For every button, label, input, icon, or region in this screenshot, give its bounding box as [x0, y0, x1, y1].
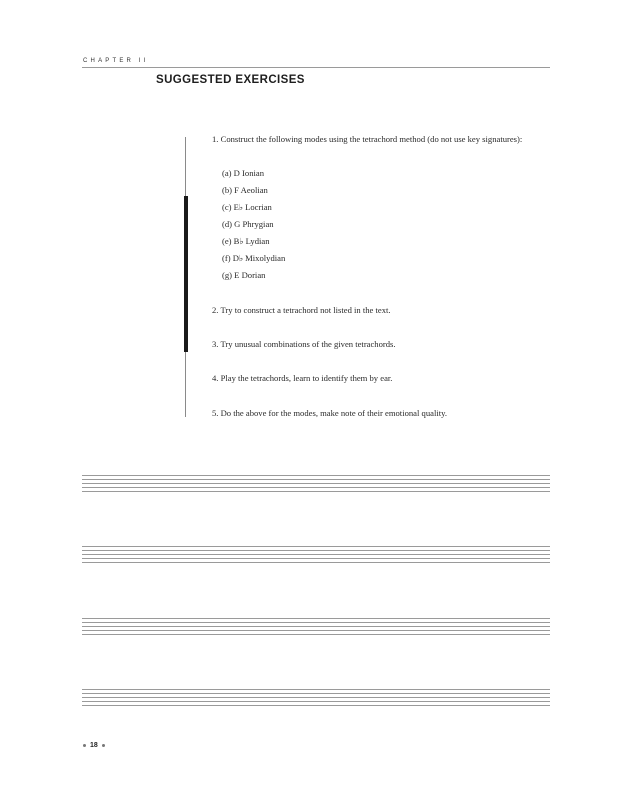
- staff-line: [82, 487, 550, 488]
- staff-line: [82, 618, 550, 619]
- mode-item-a: (a) D Ionian: [222, 168, 264, 178]
- music-staff-2: [82, 546, 550, 564]
- staff-line: [82, 558, 550, 559]
- exercise-item-2: 2. Try to construct a tetrachord not listed in the text.: [212, 305, 391, 315]
- chapter-label: CHAPTER II: [83, 58, 149, 64]
- bullet-dot-icon: [102, 744, 105, 747]
- exercise-item-3: 3. Try unusual combinations of the given tetrachords.: [212, 339, 396, 349]
- exercise-item-1: 1. Construct the following modes using the tetrachord method (do not use key signatures):: [212, 134, 523, 144]
- staff-line: [82, 630, 550, 631]
- page-number-text: 18: [90, 742, 98, 749]
- staff-line: [82, 701, 550, 702]
- staff-line: [82, 475, 550, 476]
- staff-line: [82, 554, 550, 555]
- staff-line: [82, 693, 550, 694]
- staff-line: [82, 562, 550, 563]
- staff-line: [82, 634, 550, 635]
- staff-line: [82, 550, 550, 551]
- bullet-dot-icon: [83, 744, 86, 747]
- staff-line: [82, 546, 550, 547]
- exercise-item-4: 4. Play the tetrachords, learn to identify them by ear.: [212, 373, 393, 383]
- mode-item-b: (b) F Aeolian: [222, 185, 268, 195]
- exercise-item-5: 5. Do the above for the modes, make note of their emotional quality.: [212, 408, 447, 418]
- staff-line: [82, 705, 550, 706]
- mode-item-d: (d) G Phrygian: [222, 219, 274, 229]
- header-rule: [82, 67, 550, 68]
- staff-line: [82, 491, 550, 492]
- staff-line: [82, 483, 550, 484]
- mode-item-f: (f) D♭ Mixolydian: [222, 253, 286, 263]
- music-staff-3: [82, 618, 550, 636]
- staff-line: [82, 622, 550, 623]
- mode-item-e: (e) B♭ Lydian: [222, 236, 270, 246]
- mode-item-c: (c) E♭ Locrian: [222, 202, 272, 212]
- mode-item-g: (g) E Dorian: [222, 270, 266, 280]
- staff-line: [82, 689, 550, 690]
- music-staff-1: [82, 475, 550, 493]
- staff-line: [82, 697, 550, 698]
- margin-marker-bar: [184, 196, 188, 352]
- music-staff-4: [82, 689, 550, 707]
- staff-line: [82, 479, 550, 480]
- staff-line: [82, 626, 550, 627]
- page-number: [83, 742, 105, 749]
- section-title: SUGGESTED EXERCISES: [156, 74, 305, 86]
